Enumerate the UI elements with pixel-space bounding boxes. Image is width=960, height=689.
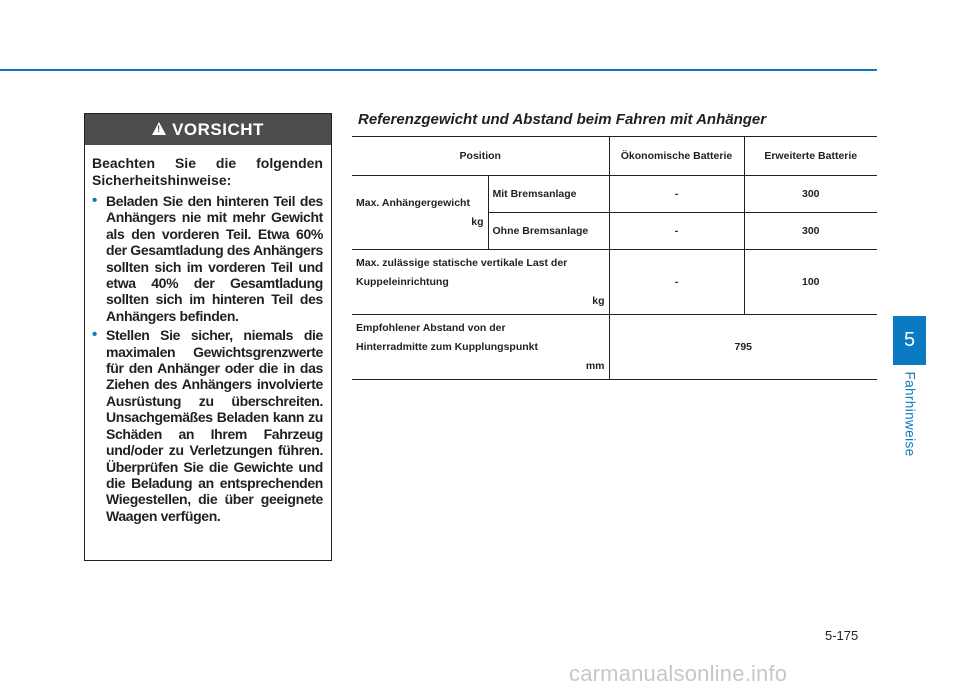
caution-box [84,113,332,561]
specification-table [352,136,877,380]
distance-label-line2: Hinterradmitte zum Kupplungspunkt [356,340,538,353]
page-number: 5-175 [825,628,859,643]
vertical-load-label-line1: Max. zulässige statische vertikale Last der [356,256,568,269]
bullet-icon: • [92,326,97,344]
table-row [352,315,877,380]
table-row [352,250,877,315]
with-brake-eco: - [609,176,744,213]
top-rule [0,69,877,71]
distance-value: 795 [609,315,877,380]
caution-header [85,114,331,145]
vertical-load-label-line2: Kuppeleinrichtung [356,275,449,288]
caution-item [92,193,323,324]
without-brake-eco: - [609,213,744,250]
caution-item-text: Stellen Sie sicher, niemals die maximalen Gewichtsgrenzwerte für den Anhänger oder die in das Ziehen des Anhängers involvierte Ausrüstung zu überschreiten. Unsachgemäßes Beladen kann zu Schäden an Ihrem Fahrzeug und/oder zu Verletzungen führen. Überprüfen Sie die Gewichte und die Beladung an entsprechenden Wiegestellen, die über geeignete Waagen verfügen. [106,327,323,524]
max-trailer-weight-label: Max. Anhängergewicht [356,196,470,209]
caution-item [92,327,323,524]
chapter-label: Fahrhinweise [902,371,918,457]
bullet-icon: • [92,192,97,209]
header-position: Position [352,137,609,176]
distance-cell [352,315,609,380]
vertical-load-eco: - [609,250,744,315]
caution-body [85,145,331,524]
header-eco-battery: Ökonomische Batterie [609,137,744,176]
table-header-row [352,137,877,176]
max-trailer-weight-cell [352,176,488,250]
caution-title: VORSICHT [172,119,264,139]
caution-item-text: Beladen Sie den hinteren Teil des Anhängers nie mit mehr Gewicht als den vorderen Teil. Etwa 60% der Gesamtladung des Anhängers sollten sich im vorderen Teil und etwa 40% der Gesamtladung sollten sich im hinteren Teil des Anhängers befinden. [106,193,323,324]
vertical-load-extended: 100 [744,250,877,315]
header-extended-battery: Erweiterte Batterie [744,137,877,176]
with-brake-label: Mit Bremsanlage [488,176,609,213]
section-title: Referenzgewicht und Abstand beim Fahren mit Anhänger [358,111,767,128]
table-row [352,176,877,213]
max-trailer-weight-unit: kg [471,215,484,228]
with-brake-extended: 300 [744,176,877,213]
vertical-load-cell [352,250,609,315]
caution-list [92,193,323,524]
chapter-number-tab: 5 [893,316,926,365]
vertical-load-unit: kg [592,294,605,307]
without-brake-label: Ohne Bremsanlage [488,213,609,250]
caution-intro: Beachten Sie die folgenden Sicherheitshinweise: [92,155,323,188]
without-brake-extended: 300 [744,213,877,250]
warning-triangle-icon [152,122,166,135]
watermark: carmanualsonline.info [569,661,788,686]
distance-unit: mm [585,359,605,372]
distance-label-line1: Empfohlener Abstand von der [356,321,506,334]
